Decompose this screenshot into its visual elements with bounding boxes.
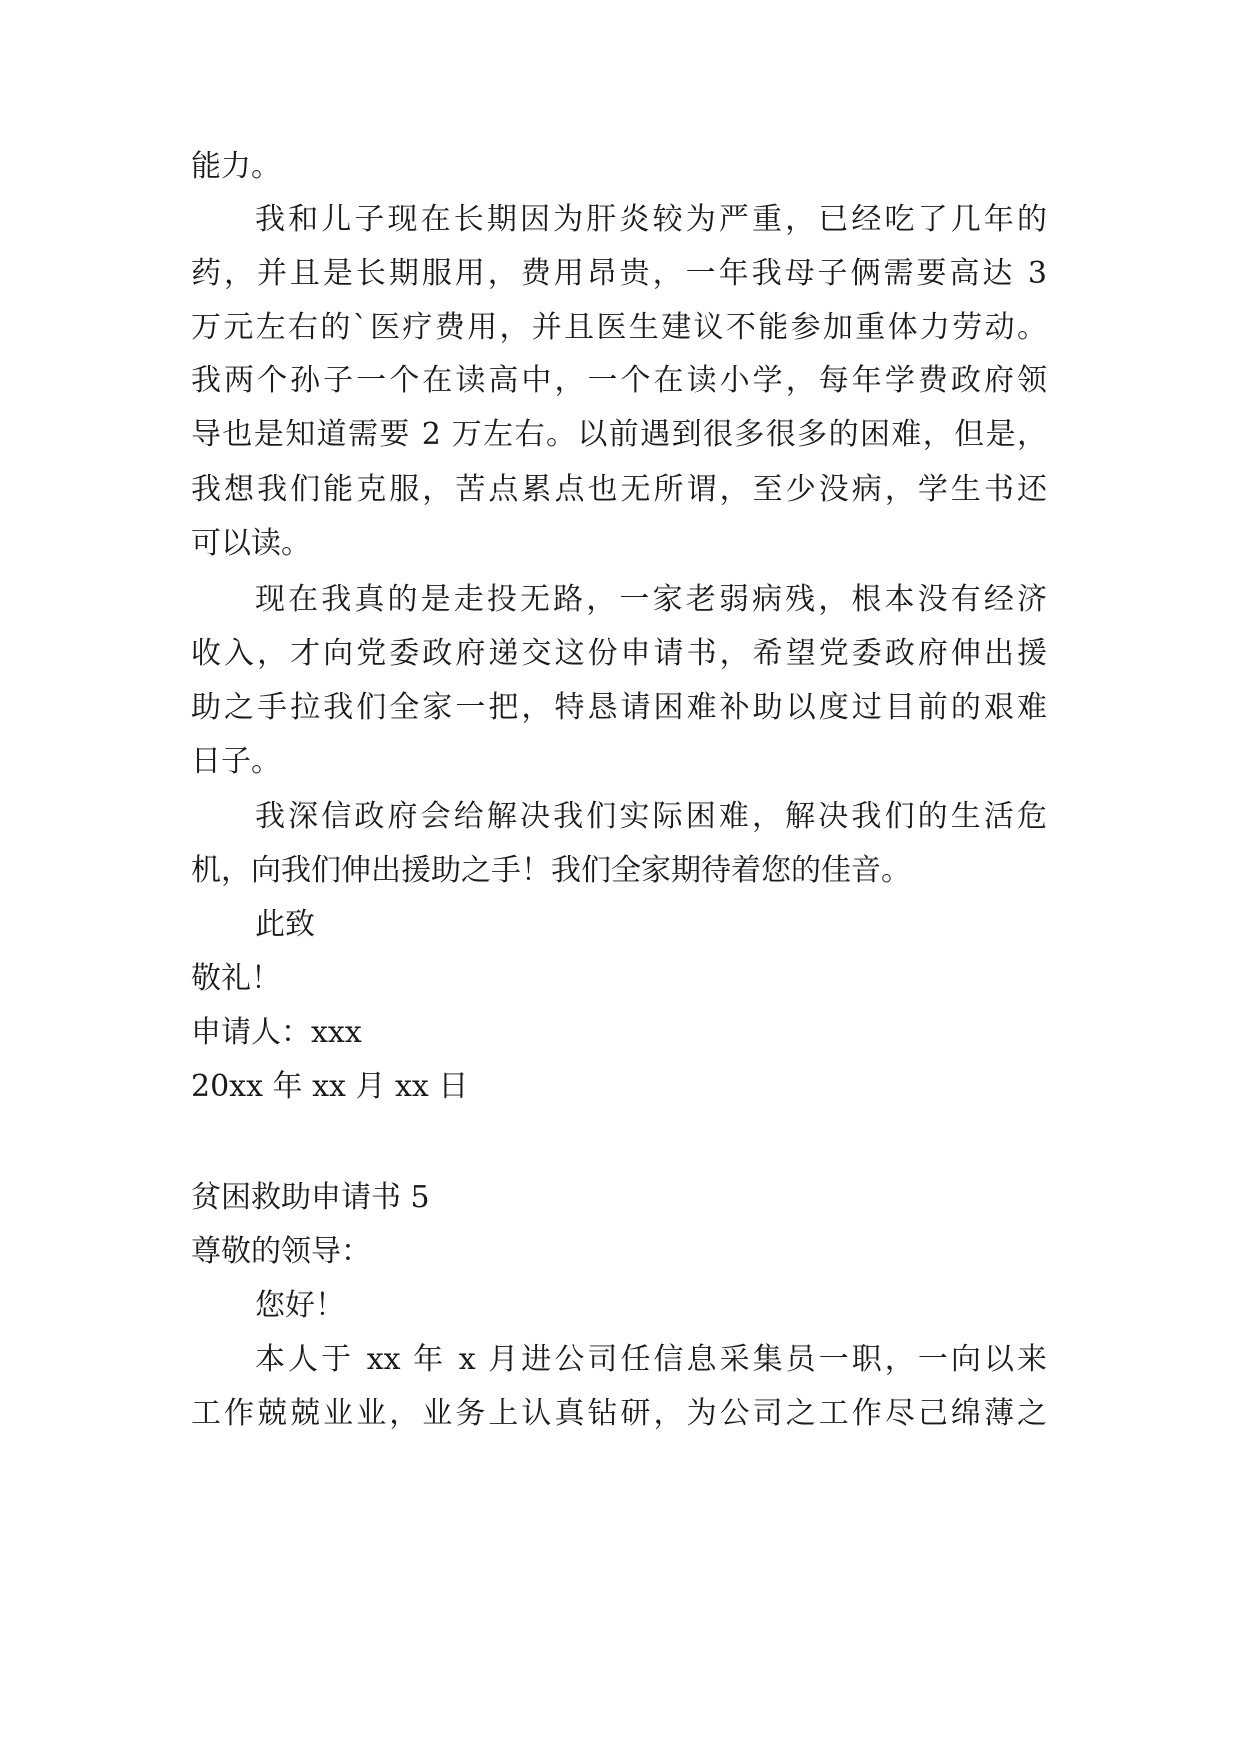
paragraph-line: 药，并且是长期服用，费用昂贵，一年我母子俩需要高达 3	[191, 256, 1047, 291]
paragraph-line: 我两个孙子一个在读高中，一个在读小学，每年学费政府领	[191, 363, 1047, 398]
paragraph-line: 可以读。	[191, 526, 311, 561]
paragraph-line: 我想我们能克服，苦点累点也无所谓，至少没病，学生书还	[191, 472, 1047, 507]
paragraph-line: 能力。	[191, 149, 281, 184]
paragraph-line: 我深信政府会给解决我们实际困难，解决我们的生活危	[255, 799, 1047, 834]
paragraph-line: 万元左右的`医疗费用，并且医生建议不能参加重体力劳动。	[191, 310, 1047, 345]
section-title: 贫困救助申请书 5	[191, 1180, 430, 1215]
applicant-line: 申请人：xxx	[191, 1015, 362, 1050]
paragraph-line: 收入，才向党委政府递交这份申请书，希望党委政府伸出援	[191, 636, 1047, 671]
greeting-line: 您好！	[255, 1288, 345, 1323]
salutation-line: 敬礼！	[191, 961, 281, 996]
closing-line: 此致	[255, 907, 315, 942]
paragraph-line: 现在我真的是走投无路，一家老弱病残，根本没有经济	[255, 582, 1047, 617]
paragraph-line: 助之手拉我们全家一把，特恳请困难补助以度过目前的艰难	[191, 690, 1047, 725]
greeting-line: 尊敬的领导：	[191, 1234, 371, 1269]
paragraph-line: 机，向我们伸出援助之手！我们全家期待着您的佳音。	[191, 853, 911, 888]
paragraph-line: 本人于 xx 年 x 月进公司任信息采集员一职，一向以来	[255, 1342, 1047, 1377]
date-line: 20xx 年 xx 月 xx 日	[191, 1069, 469, 1104]
paragraph-line: 导也是知道需要 2 万左右。以前遇到很多很多的困难，但是，	[191, 417, 1047, 452]
paragraph-line: 工作兢兢业业，业务上认真钻研，为公司之工作尽己绵薄之	[191, 1396, 1047, 1431]
paragraph-line: 我和儿子现在长期因为肝炎较为严重，已经吃了几年的	[255, 202, 1047, 237]
paragraph-line: 日子。	[191, 744, 281, 779]
